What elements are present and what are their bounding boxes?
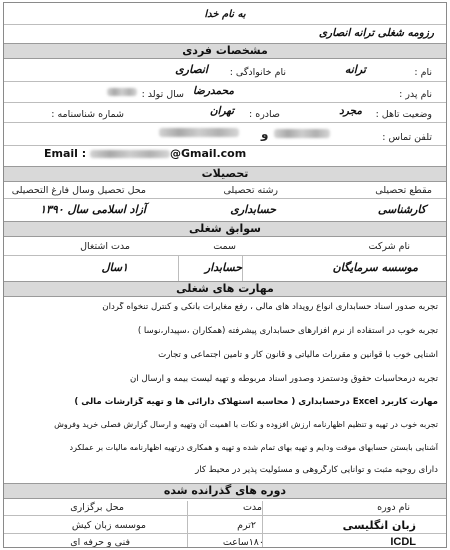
- resume-page: [3, 2, 447, 548]
- email-user-redacted: [90, 150, 170, 158]
- issued-label: صادره :: [249, 109, 280, 120]
- divider: [4, 255, 446, 256]
- section-education-title: تحصیلات: [4, 166, 446, 182]
- section-personal-title: مشخصات فردی: [4, 43, 446, 59]
- edu-degree-value: کارشناسی: [377, 203, 426, 216]
- divider: [242, 255, 243, 281]
- skill-item: تجربه درمحاسبات حقوق ودستمزد وصدور اسناد مربوطه و تهیه لیست بیمه و ارسال آن: [129, 374, 438, 384]
- edu-header-place: محل تحصیل وسال فارغ التحصیلی: [11, 185, 146, 196]
- edu-field-value: حسابداری: [230, 203, 276, 216]
- marital-value: مجرد: [339, 105, 362, 117]
- course-place-cell: فنی و حرفه ای: [70, 537, 130, 548]
- divider: [4, 122, 446, 123]
- phone-label: تلفن تماس :: [382, 132, 432, 143]
- name-label: نام :: [414, 67, 432, 78]
- skill-item: مهارت کاربرد Excel درحسابداری ( محاسبه استهلاک دارائی ها و تهیه گزارشات مالی ): [74, 397, 438, 407]
- course-header-name: نام دوره: [377, 502, 410, 513]
- work-header-company: نام شرکت: [368, 241, 410, 252]
- section-work-title: سوابق شغلی: [4, 221, 446, 237]
- course-duration-cell: ۲ترم: [237, 520, 256, 531]
- edu-header-degree: مقطع تحصیلی: [375, 185, 432, 196]
- course-header-place: محل برگزاری: [70, 502, 124, 513]
- father-label: نام پدر :: [399, 89, 432, 100]
- family-value: انصاری: [175, 63, 208, 76]
- work-company-value: موسسه سرمایگان: [332, 261, 418, 274]
- family-label: نام خانوادگی :: [229, 67, 286, 78]
- work-header-duration: مدت اشتغال: [80, 241, 130, 252]
- section-courses-title: دوره های گذرانده شده: [4, 483, 446, 499]
- email-row: [44, 147, 246, 160]
- course-place-cell: موسسه زبان کیش: [71, 520, 146, 531]
- phone-redacted-2: [159, 128, 239, 137]
- email-label: Email :: [44, 147, 87, 160]
- course-header-duration: مدت: [242, 502, 262, 513]
- divider: [4, 515, 446, 516]
- id-number-label: شماره شناسنامه :: [51, 109, 124, 120]
- name-value: ترانه: [344, 63, 366, 76]
- course-name-cell: زبان انگلیسی: [342, 519, 416, 532]
- skill-item: آشنایی بابستن حسابهای موقت ودایم و تهیه بهای تمام شده و تهیه و همکاری درتهیه اظهارنامه مالیات بر عملکرد: [69, 443, 438, 452]
- skill-item: تجربه خوب در استفاده از نرم افزارهای حسابداری پیشرفته (همکاران ،سپیدار،نوسا ): [137, 326, 438, 336]
- divider: [4, 102, 446, 103]
- divider: [4, 198, 446, 199]
- edu-header-field: رشته تحصیلی: [223, 185, 278, 196]
- course-duration-cell: ۱۸۰ساعت: [222, 537, 264, 548]
- birth-year-redacted: [107, 88, 137, 96]
- section-skills-title: مهارت های شغلی: [4, 281, 446, 297]
- edu-place-value: آزاد اسلامی سال ۱۳۹۰: [40, 203, 146, 216]
- work-position-value: حسابدار: [204, 261, 242, 274]
- issued-value: تهران: [209, 105, 234, 117]
- skill-item: تجربه خوب در تهیه و تنظیم اظهارنامه ارزش افزوده و نکات با اهمیت آن وتهیه و ارسال گزارش فصلی خرید وفروش: [54, 420, 438, 429]
- divider: [178, 255, 179, 281]
- marital-label: وضعیت تاهل :: [375, 109, 432, 120]
- divider: [187, 501, 188, 548]
- skill-item: دارای روحیه مثبت و توانایی کارگروهی و مسئولیت پذیر در محیط کار: [195, 465, 438, 475]
- course-name-cell: ICDL: [390, 536, 416, 548]
- work-header-position: سمت: [213, 241, 236, 252]
- divider: [4, 81, 446, 82]
- father-value: محمدرضا: [192, 85, 234, 97]
- work-duration-value: ۱سال: [101, 261, 128, 274]
- phone-and: و: [261, 127, 269, 141]
- skill-item: تجربه صدور اسناد حسابداری انواع رویداد های مالی ، رفع مغایرات بانکی و کنترل تنخواه گردان: [102, 302, 438, 312]
- divider: [4, 145, 446, 146]
- skill-item: آشنایی خوب با قوانین و مقررات مالیاتی و قانون کار و تامین اجتماعی و تجارت: [158, 350, 438, 360]
- divider: [4, 533, 446, 534]
- phone-redacted-1: [274, 129, 330, 138]
- resume-title: رزومه شغلی ترانه انصاری: [318, 27, 434, 39]
- bismillah-text: به نام خدا: [204, 9, 246, 20]
- birth-year-label: سال تولد :: [141, 89, 184, 100]
- divider: [4, 24, 446, 25]
- email-domain: @Gmail.com: [170, 147, 247, 160]
